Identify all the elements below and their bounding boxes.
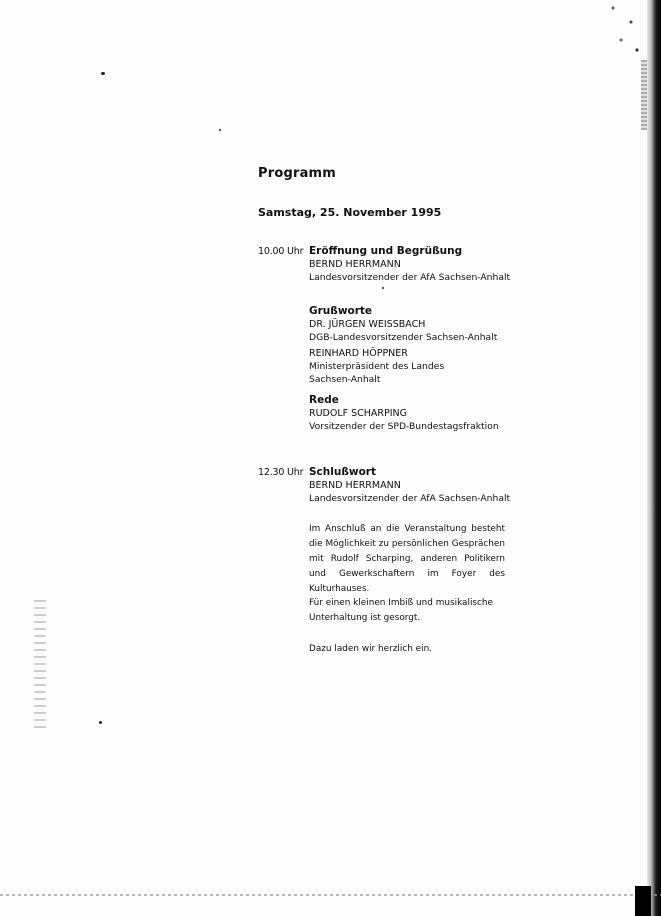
greetings-speaker2-role-line2: Sachsen-Anhalt: [309, 374, 381, 385]
greetings-speaker2-role-line1: Ministerpräsident des Landes: [309, 361, 445, 372]
speech-speaker-role: Vorsitzender der SPD-Bundestagsfraktion: [309, 421, 499, 432]
note-invitation: Dazu laden wir herzlich ein.: [309, 644, 433, 654]
opening-heading: Eröffnung und Begrüßung: [309, 245, 463, 257]
page-title: Programm: [258, 166, 337, 181]
closing-speaker-name: BERND HERRMANN: [309, 480, 401, 491]
scan-corner-noise: [603, 0, 643, 60]
note-refreshments-line2: Unterhaltung ist gesorgt.: [309, 613, 421, 623]
speech-heading: Rede: [309, 394, 339, 406]
scan-speck: [382, 287, 384, 289]
scan-bottom-corner: [635, 886, 651, 916]
closing-time: 12.30 Uhr: [258, 467, 304, 478]
greetings-speaker1-name: DR. JÜRGEN WEISSBACH: [309, 319, 426, 330]
opening-time: 10.00 Uhr: [258, 246, 304, 257]
scan-right-edge: [647, 0, 661, 916]
closing-speaker-role: Landesvorsitzender der AfA Sachsen-Anhalt: [309, 493, 511, 504]
scan-edge-strip: [641, 60, 647, 130]
greetings-heading: Grußworte: [309, 305, 373, 317]
opening-speaker-name: BERND HERRMANN: [309, 259, 401, 270]
note-refreshments: [309, 596, 505, 626]
opening-section: [309, 244, 510, 284]
note-informal-talks: Im Anschluß an die Veranstaltung besteht die Möglichkeit zu persönlichen Gesprächen mit Rudolf Scharping, anderen Politikern und Gewerkschaftern im Foyer des Kulturhauses.: [309, 524, 505, 594]
scan-speck: [101, 72, 105, 75]
greetings-section: [309, 304, 497, 344]
note-refreshments-line1: Für einen kleinen Imbiß und musikalische: [309, 598, 494, 608]
opening-speaker-role: Landesvorsitzender der AfA Sachsen-Anhalt: [309, 272, 511, 283]
event-date: Samstag, 25. November 1995: [258, 206, 442, 219]
speech-section: [309, 393, 499, 433]
scan-speck: [99, 721, 102, 724]
scan-speck: [219, 129, 221, 131]
greetings-speaker2-name: REINHARD HÖPPNER: [309, 348, 408, 359]
scan-bottom-edge: [0, 894, 661, 896]
greetings-speaker1-role: DGB-Landesvorsitzender Sachsen-Anhalt: [309, 332, 498, 343]
closing-heading: Schlußwort: [309, 466, 376, 478]
greetings-speaker2: [309, 347, 444, 386]
speech-speaker-name: RUDOLF SCHARPING: [309, 408, 408, 419]
scan-left-smudge: [34, 600, 46, 730]
closing-section: [309, 465, 510, 505]
